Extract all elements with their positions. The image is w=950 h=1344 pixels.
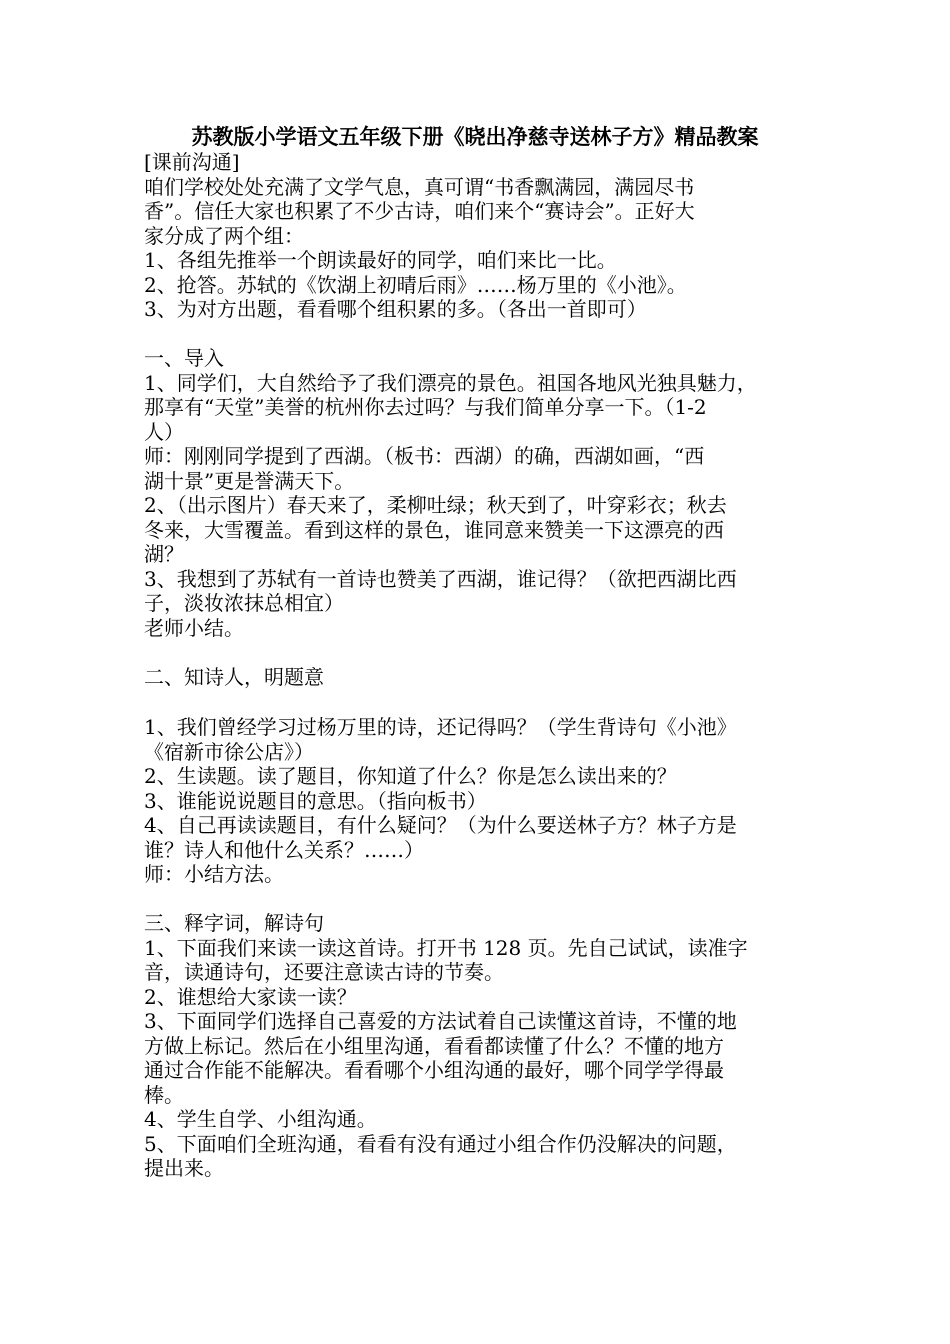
paragraph-line: 老师小结。 [144,615,244,640]
paragraph-line: 5、下面咱们全班沟通，看看有没有通过小组合作仍没解决的问题， [144,1131,737,1156]
blank-line [144,689,814,715]
paragraph-line: 方做上标记。然后在小组里沟通，看看都读懂了什么？不懂的地方 [144,1033,724,1058]
section-heading-words: 三、释字词，解诗句 [144,911,324,935]
blank-line [144,887,814,912]
blank-line [144,640,814,665]
paragraph-line: 冬来，大雪覆盖。看到这样的景色，谁同意来赞美一下这漂亮的西 [144,517,724,542]
paragraph-line: 3、为对方出题，看看哪个组积累的多。（各出一首即可） [144,297,647,321]
paragraph-line: 师：小结方法。 [144,862,284,886]
document-title: 苏教版小学语文五年级下册《晓出净慈寺送林子方》精品教案 [191,124,759,149]
document-body [144,150,814,1181]
paragraph-line: 1、各组先推举一个朗读最好的同学，咱们来比一比。 [144,248,617,272]
paragraph-line: 2、抢答。苏轼的《饮湖上初晴后雨》……杨万里的《小池》。 [144,272,687,297]
paragraph-line: 1、下面我们来读一读这首诗。打开书 128 页。先自己试试，读准字 [144,935,748,960]
paragraph-line: 那享有“天堂”美誉的杭州你去过吗？与我们简单分享一下。（1-2 [144,395,707,419]
paragraph-line: 3、我想到了苏轼有一首诗也赞美了西湖，谁记得？（欲把西湖比西 [144,566,737,591]
paragraph-line: 通过合作能不能解决。看看哪个小组沟通的最好，哪个同学学得最 [144,1058,724,1082]
paragraph-line: 家分成了两个组： [144,223,304,248]
paragraph-line: 4、学生自学、小组沟通。 [144,1107,377,1131]
paragraph-line: 咱们学校处处充满了文学气息，真可谓“书香飘满园，满园尽书 [144,174,695,199]
paragraph-line: 音，读通诗句，还要注意读古诗的节奏。 [144,960,504,984]
paragraph-line: 人） [144,419,184,444]
section-heading-intro: 一、导入 [144,346,224,370]
paragraph-line: 提出来。 [144,1156,224,1180]
paragraph-line: 1、我们曾经学习过杨万里的诗，还记得吗？（学生背诗句《小池》 [144,715,737,739]
paragraph-line: 3、下面同学们选择自己喜爱的方法试着自己读懂这首诗，不懂的地 [144,1009,737,1033]
paragraph-line: 2、谁想给大家读一读？ [144,984,357,1009]
paragraph-line: 香”。信任大家也积累了不少古诗，咱们来个“赛诗会”。正好大 [144,199,695,223]
section-heading-pre-class: [课前沟通] [144,150,240,174]
paragraph-line: 2、生读题。读了题目，你知道了什么？你是怎么读出来的？ [144,764,677,788]
blank-line [144,322,814,347]
paragraph-line: 3、谁能说说题目的意思。（指向板书） [144,788,487,813]
paragraph-line: 湖十景”更是誉满天下。 [144,468,355,493]
paragraph-line: 子，淡妆浓抹总相宜） [144,591,344,615]
paragraph-line: 谁？诗人和他什么关系？……） [144,837,424,862]
section-heading-poet: 二、知诗人，明题意 [144,664,324,689]
paragraph-line: 4、自己再读读题目，有什么疑问？（为什么要送林子方？林子方是 [144,813,737,837]
paragraph-line: 2、（出示图片）春天来了，柔柳吐绿；秋天到了，叶穿彩衣；秋去 [144,493,727,517]
paragraph-line: 棒。 [144,1082,184,1107]
paragraph-line: 《宿新市徐公店》） [144,739,314,764]
paragraph-line: 湖？ [144,542,184,566]
paragraph-line: 1、同学们，大自然给予了我们漂亮的景色。祖国各地风光独具魅力， [144,370,757,395]
paragraph-line: 师：刚刚同学提到了西湖。（板书：西湖）的确，西湖如画，“西 [144,444,705,468]
